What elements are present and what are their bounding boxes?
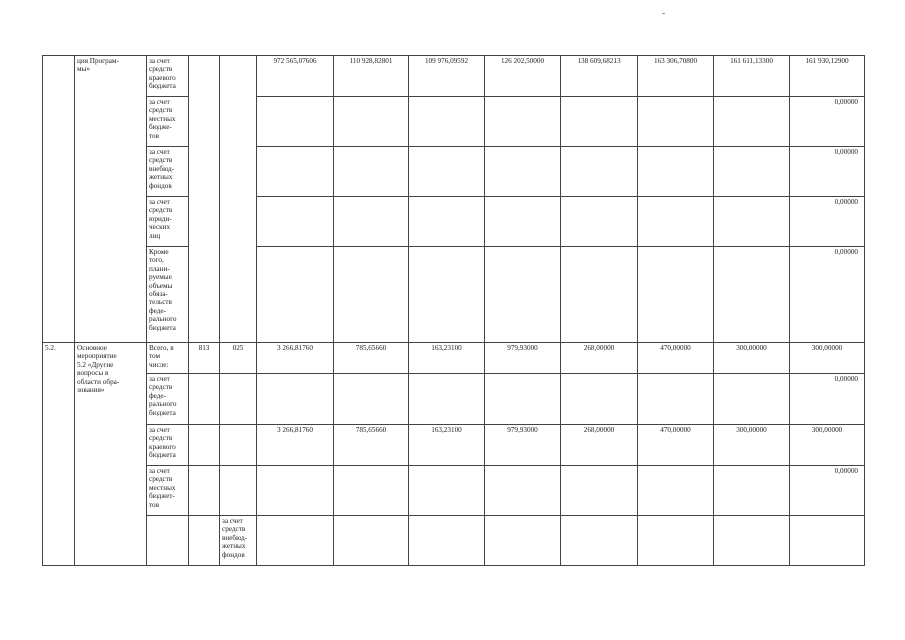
value-total [257, 147, 334, 197]
value-year [485, 97, 561, 147]
activity-name [189, 516, 220, 566]
funding-source: за счет средств юриди- ческих лиц [147, 197, 189, 247]
value-year [638, 516, 714, 566]
value-total [257, 466, 334, 516]
rzpr-code [220, 374, 257, 425]
value-year [334, 97, 409, 147]
value-year [485, 516, 561, 566]
value-year [638, 197, 714, 247]
value-year: 268,00000 [561, 343, 638, 374]
value-year [485, 197, 561, 247]
value-year: 0,00000 [790, 247, 865, 343]
scan-speck [662, 13, 665, 14]
table-row [43, 374, 865, 425]
value-year [714, 247, 790, 343]
rzpr-code [334, 516, 409, 566]
value-year [714, 197, 790, 247]
funding-source: за счет средств краевого бюджета [147, 425, 189, 466]
value-year [485, 374, 561, 425]
value-year [714, 147, 790, 197]
value-year [409, 374, 485, 425]
row-index [43, 56, 75, 343]
value-year [561, 97, 638, 147]
grbs-code [189, 466, 220, 516]
value-year [714, 466, 790, 516]
value-year [334, 147, 409, 197]
value-year: 163,23100 [409, 343, 485, 374]
value-total: 972 565,07606 [257, 56, 334, 97]
value-year [561, 516, 638, 566]
value-year: 163,23100 [409, 425, 485, 466]
value-year [561, 374, 638, 425]
value-year: 470,00000 [638, 425, 714, 466]
value-year: 0,00000 [790, 374, 865, 425]
table-row [43, 343, 865, 374]
value-year [561, 247, 638, 343]
value-total: 3 266,81760 [257, 343, 334, 374]
value-year [485, 466, 561, 516]
value-year: 0,00000 [790, 147, 865, 197]
row-index: 5.2. [43, 343, 75, 566]
value-total [257, 197, 334, 247]
value-year [334, 466, 409, 516]
value-year: 979,93000 [485, 343, 561, 374]
funding-source: за счет средств феде- рального бюджета [147, 374, 189, 425]
value-year [409, 247, 485, 343]
funding-source: за счет средств местных бюджет- тов [147, 466, 189, 516]
value-year [638, 374, 714, 425]
value-year: 109 976,09592 [409, 56, 485, 97]
grbs-code [257, 516, 334, 566]
value-year: 785,65660 [334, 343, 409, 374]
funding-source: за счет средств краевого бюджета [147, 56, 189, 97]
value-year: 138 609,68213 [561, 56, 638, 97]
table-row [43, 197, 865, 247]
value-year: 161 611,13300 [714, 56, 790, 97]
funding-source: Всего, в том числе: [147, 343, 189, 374]
value-year [409, 147, 485, 197]
value-year: 0,00000 [790, 197, 865, 247]
table-row [43, 147, 865, 197]
funding-source: Кроме того, плани- руемые объемы обяза- тельств феде- рального бюджета [147, 247, 189, 343]
value-total [257, 374, 334, 425]
rzpr-code [220, 425, 257, 466]
grbs-code: 813 [189, 343, 220, 374]
value-year: 0,00000 [790, 466, 865, 516]
rzpr-code [220, 56, 257, 343]
value-total: 3 266,81760 [257, 425, 334, 466]
table-row [43, 466, 865, 516]
value-year: 300,00000 [714, 343, 790, 374]
rzpr-code: 025 [220, 343, 257, 374]
value-year [638, 97, 714, 147]
value-year: 110 928,82801 [334, 56, 409, 97]
activity-name: Основное мероприятие 5.2 «Другие вопросы в области обра- зования» [75, 343, 147, 566]
value-year [409, 97, 485, 147]
value-year: 300,00000 [714, 425, 790, 466]
value-total [257, 97, 334, 147]
table-row [43, 425, 865, 466]
value-year: 785,65660 [334, 425, 409, 466]
value-year [638, 466, 714, 516]
funding-source: за счет средств местных бюдже- тов [147, 97, 189, 147]
value-year: 470,00000 [638, 343, 714, 374]
table-row [43, 516, 865, 566]
value-year [561, 147, 638, 197]
value-year [561, 466, 638, 516]
value-year [334, 374, 409, 425]
value-year: 0,00000 [790, 97, 865, 147]
table-row [43, 97, 865, 147]
value-year [714, 97, 790, 147]
table-row [43, 247, 865, 343]
table-body [43, 56, 865, 566]
value-year: 979,93000 [485, 425, 561, 466]
value-year [714, 516, 790, 566]
value-year: 161 930,12900 [790, 56, 865, 97]
value-year: 126 202,50000 [485, 56, 561, 97]
budget-table [42, 55, 865, 566]
value-year: 268,00000 [561, 425, 638, 466]
value-year [790, 516, 865, 566]
value-year [638, 247, 714, 343]
row-index [147, 516, 189, 566]
value-year [334, 247, 409, 343]
value-year [714, 374, 790, 425]
value-year [561, 197, 638, 247]
grbs-code [189, 374, 220, 425]
value-year [409, 466, 485, 516]
value-year [409, 197, 485, 247]
grbs-code [189, 425, 220, 466]
value-year [485, 147, 561, 197]
value-total [409, 516, 485, 566]
value-year [334, 197, 409, 247]
value-year [638, 147, 714, 197]
rzpr-code [220, 466, 257, 516]
value-year: 163 306,70800 [638, 56, 714, 97]
funding-source: за счет средств внебюд- жетных фондов [220, 516, 257, 566]
funding-source: за счет средств внебюд- жетных фондов [147, 147, 189, 197]
value-total [257, 247, 334, 343]
value-year: 300,00000 [790, 343, 865, 374]
activity-name: ция Програм- мы» [75, 56, 147, 343]
value-year [485, 247, 561, 343]
table-row [43, 56, 865, 97]
grbs-code [189, 56, 220, 343]
value-year: 300,00000 [790, 425, 865, 466]
